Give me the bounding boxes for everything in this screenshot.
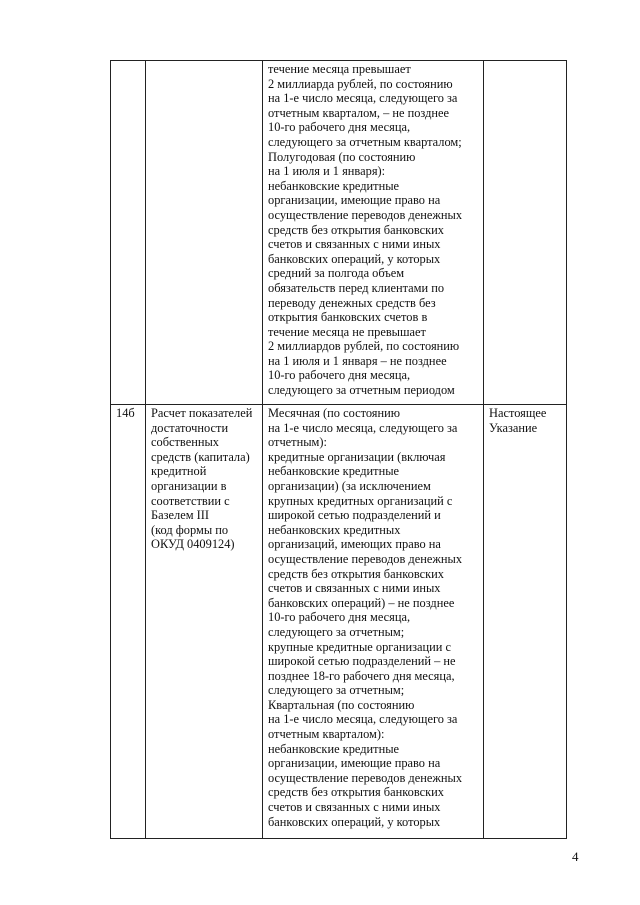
text-line: следующего за отчетным кварталом;	[268, 134, 462, 149]
deadline-description-cell	[263, 61, 484, 405]
text-line: средств без открытия банковских	[268, 566, 444, 581]
row-number-cell	[111, 405, 146, 839]
legal-basis-cell	[484, 405, 567, 839]
reporting-forms-table	[110, 60, 557, 838]
form-name-cell	[146, 405, 263, 839]
text-line: отчетным кварталом):	[268, 727, 385, 742]
text-line: соответствии с	[151, 493, 230, 508]
text-line: небанковские кредитные	[268, 464, 400, 479]
text-line: собственных	[151, 435, 219, 450]
text-line: организации, имеющие право на	[268, 193, 441, 208]
page-number: 4	[572, 849, 579, 864]
text-line: 10-го рабочего дня месяца,	[268, 368, 411, 383]
text-line: на 1 июля и 1 января):	[268, 164, 386, 179]
text-line: отчетным):	[268, 435, 327, 450]
text-line: (код формы по	[151, 522, 229, 537]
text-line: организаций, имеющих право на	[268, 537, 441, 552]
text-line: на 1-е число месяца, следующего за	[268, 91, 458, 106]
text-line: ОКУД 0409124)	[151, 537, 235, 552]
text-line: 2 миллиарда рублей, по состоянию	[268, 76, 453, 91]
text-line: кредитной	[151, 464, 207, 479]
text-line: широкой сетью подразделений и	[268, 508, 441, 523]
text-line: средств без открытия банковских	[268, 785, 444, 800]
legal-basis-cell	[484, 61, 567, 405]
table-row	[111, 61, 567, 405]
text-line: небанковские кредитные	[268, 178, 400, 193]
text-line: следующего за отчетным;	[268, 683, 405, 698]
text-line: крупные кредитные организации с	[268, 639, 452, 654]
text-line: на 1 июля и 1 января – не позднее	[268, 353, 447, 368]
text-line: течение месяца превышает	[268, 62, 411, 76]
text-line: переводу денежных средств без	[268, 295, 436, 310]
text-line: 10-го рабочего дня месяца,	[268, 610, 411, 625]
text-line: банковских операций, у которых	[268, 251, 441, 266]
text-line: Базелем III	[151, 508, 210, 523]
text-line: Указание	[489, 420, 538, 435]
text-line: банковских операций, у которых	[268, 814, 441, 829]
text-line: счетов и связанных с ними иных	[268, 800, 441, 815]
text-line: осуществление переводов денежных	[268, 551, 463, 566]
text-line: 10-го рабочего дня месяца,	[268, 120, 411, 135]
text-line: позднее 18-го рабочего дня месяца,	[268, 668, 455, 683]
text-line: организации) (за исключением	[268, 478, 431, 493]
text-line: средств без открытия банковских	[268, 222, 444, 237]
text-line: осуществление переводов денежных	[268, 770, 463, 785]
text-line: небанковские кредитные	[268, 741, 400, 756]
text-line: широкой сетью подразделений – не	[268, 654, 456, 669]
text-line: Настоящее	[489, 406, 547, 420]
text-line: небанковских кредитных	[268, 522, 401, 537]
text-line: средств (капитала)	[151, 449, 250, 464]
text-line: открытия банковских счетов в	[268, 310, 428, 325]
text-line: течение месяца не превышает	[268, 324, 426, 339]
text-line: кредитные организации (включая	[268, 449, 446, 464]
form-name-cell	[146, 61, 263, 405]
row-number-cell	[111, 61, 146, 405]
text-line: обязательств перед клиентами по	[268, 280, 445, 295]
text-line: Расчет показателей	[151, 406, 253, 420]
text-line: на 1-е число месяца, следующего за	[268, 712, 458, 727]
text-line: Квартальная (по состоянию	[268, 697, 415, 712]
text-line: следующего за отчетным периодом	[268, 383, 455, 398]
row-number: 14б	[116, 406, 135, 420]
deadline-description-cell	[263, 405, 484, 839]
text-line: на 1-е число месяца, следующего за	[268, 420, 458, 435]
text-line: Полугодовая (по состоянию	[268, 149, 416, 164]
text-line: следующего за отчетным;	[268, 624, 405, 639]
text-line: средний за полгода объем	[268, 266, 405, 281]
text-line: крупных кредитных организаций с	[268, 493, 453, 508]
text-line: организации в	[151, 478, 227, 493]
text-line: Месячная (по состоянию	[268, 406, 401, 420]
text-line: счетов и связанных с ними иных	[268, 237, 441, 252]
text-line: осуществление переводов денежных	[268, 207, 463, 222]
text-line: достаточности	[151, 420, 229, 435]
text-line: банковских операций) – не позднее	[268, 595, 455, 610]
text-line: организации, имеющие право на	[268, 756, 441, 771]
table-row	[111, 405, 567, 839]
text-line: счетов и связанных с ними иных	[268, 581, 441, 596]
text-line: отчетным кварталом, – не позднее	[268, 105, 450, 120]
text-line: 2 миллиардов рублей, по состоянию	[268, 339, 460, 354]
